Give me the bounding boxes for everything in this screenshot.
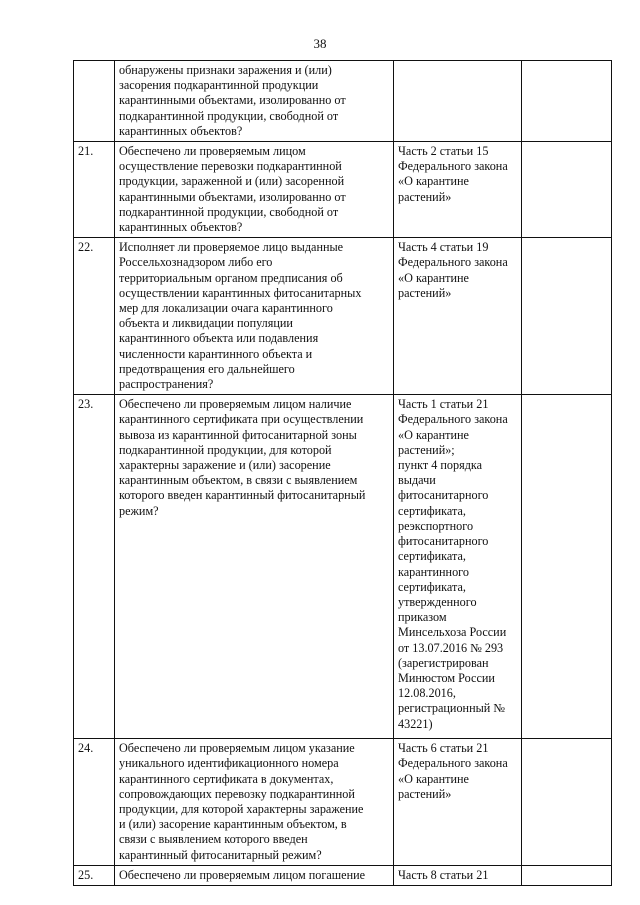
table-row: [74, 61, 612, 142]
reference-line: растений»: [398, 285, 452, 300]
reference-line: (зарегистрирован: [398, 655, 489, 670]
reference-line: пункт 4 порядка: [398, 458, 483, 473]
reference-line: сертификата,: [398, 549, 466, 564]
reference-cell: [394, 238, 522, 395]
question-line: продукции, для которой характерны заражение: [119, 802, 364, 817]
reference-line: фитосанитарного: [398, 534, 489, 549]
reference-cell: [394, 395, 522, 739]
reference-line: растений»;: [398, 442, 455, 457]
reference-line: приказом: [398, 610, 447, 625]
reference-line: Часть 8 статьи 21: [398, 867, 489, 882]
reference-line: регистрационный №: [398, 701, 505, 716]
reference-line: выдачи: [398, 473, 436, 488]
question-line: Обеспечено ли проверяемым лицом указание: [119, 741, 355, 756]
reference-line: сертификата,: [398, 503, 466, 518]
reference-cell: [394, 739, 522, 866]
row-number: 24.: [74, 739, 115, 866]
answer-cell: [522, 395, 612, 739]
reference-cell: [394, 61, 522, 142]
question-line: подкарантинной продукции, свободной от: [119, 204, 339, 219]
question-cell: [115, 238, 394, 395]
question-line: подкарантинной продукции, для которой: [119, 442, 332, 457]
question-line: осуществление перевозки подкарантинной: [119, 159, 342, 174]
question-line: карантинных объектов?: [119, 123, 243, 138]
row-number: 21.: [74, 142, 115, 238]
question-line: карантинными объектами, изолированно от: [119, 93, 346, 108]
reference-line: Часть 6 статьи 21: [398, 741, 489, 756]
question-line: Обеспечено ли проверяемым лицом наличие: [119, 397, 352, 412]
reference-line: утвержденного: [398, 594, 477, 609]
question-line: характерны заражение и (или) засорение: [119, 458, 331, 473]
answer-cell: [522, 142, 612, 238]
table-row: [74, 395, 612, 739]
question-line: Обеспечено ли проверяемым лицом погашение: [119, 867, 366, 882]
reference-cell: [394, 142, 522, 238]
question-line: предотвращения его дальнейшего: [119, 361, 295, 376]
reference-line: Минсельхоза России: [398, 625, 507, 640]
reference-line: сертификата,: [398, 579, 466, 594]
question-line: осуществлении карантинных фитосанитарных: [119, 285, 362, 300]
table-row: [74, 142, 612, 238]
reference-line: реэкспортного: [398, 518, 474, 533]
reference-line: Федерального закона: [398, 412, 508, 427]
reference-line: Федерального закона: [398, 159, 508, 174]
table-row: [74, 739, 612, 866]
reference-line: Федерального закона: [398, 255, 508, 270]
question-line: и (или) засорение карантинным объектом, в: [119, 817, 347, 832]
page-number: 38: [313, 36, 327, 51]
reference-line: «О карантине: [398, 771, 469, 786]
row-number: [74, 61, 115, 142]
question-line: территориальным органом предписания об: [119, 270, 343, 285]
question-line: режим?: [119, 503, 159, 518]
table-row: [74, 865, 612, 885]
question-cell: [115, 739, 394, 866]
question-cell: [115, 395, 394, 739]
question-line: засорения подкарантинной продукции: [119, 78, 319, 93]
question-line: численности карантинного объекта и: [119, 346, 313, 361]
reference-line: Часть 1 статьи 21: [398, 397, 489, 412]
answer-cell: [522, 865, 612, 885]
question-line: подкарантинной продукции, свободной от: [119, 108, 339, 123]
question-line: уникального идентификационного номера: [119, 756, 339, 771]
question-line: Обеспечено ли проверяемым лицом: [119, 144, 306, 159]
question-line: связи с выявлением которого введен: [119, 832, 308, 847]
reference-line: карантинного: [398, 564, 469, 579]
answer-cell: [522, 739, 612, 866]
reference-line: Часть 4 статьи 19: [398, 240, 489, 255]
question-line: сопровождающих перевозку подкарантинной: [119, 786, 355, 801]
question-line: вывоза из карантинной фитосанитарной зоны: [119, 427, 357, 442]
table-row: [74, 238, 612, 395]
question-line: карантинного объекта или подавления: [119, 331, 319, 346]
reference-line: 12.08.2016,: [398, 686, 456, 701]
reference-line: 43221): [398, 716, 433, 731]
question-cell: [115, 142, 394, 238]
question-line: карантинных объектов?: [119, 220, 243, 235]
row-number: 22.: [74, 238, 115, 395]
question-line: распространения?: [119, 377, 214, 392]
reference-line: «О карантине: [398, 270, 469, 285]
question-line: карантинным объектом, в связи с выявлением: [119, 473, 358, 488]
question-line: карантинный фитосанитарный режим?: [119, 847, 322, 862]
checklist-table: [73, 60, 612, 886]
question-cell: [115, 61, 394, 142]
question-line: мер для локализации очага карантинного: [119, 301, 333, 316]
reference-line: Минюстом России: [398, 670, 495, 685]
question-line: карантинного сертификата в документах,: [119, 771, 334, 786]
question-cell: [115, 865, 394, 885]
reference-line: «О карантине: [398, 427, 469, 442]
reference-cell: [394, 865, 522, 885]
answer-cell: [522, 61, 612, 142]
question-line: обнаружены признаки заражения и (или): [119, 63, 332, 77]
answer-cell: [522, 238, 612, 395]
reference-line: растений»: [398, 786, 452, 801]
reference-line: Федерального закона: [398, 756, 508, 771]
row-number: 23.: [74, 395, 115, 739]
reference-line: «О карантине: [398, 174, 469, 189]
reference-line: от 13.07.2016 № 293: [398, 640, 504, 655]
question-line: продукции, зараженной и (или) засоренной: [119, 174, 345, 189]
question-line: объекта и ликвидации популяции: [119, 316, 293, 331]
reference-line: растений»: [398, 189, 452, 204]
question-line: карантинными объектами, изолированно от: [119, 189, 346, 204]
reference-line: фитосанитарного: [398, 488, 489, 503]
question-line: Россельхознадзором либо его: [119, 255, 273, 270]
question-line: которого введен карантинный фитосанитарный: [119, 488, 366, 503]
reference-line: Часть 2 статьи 15: [398, 144, 489, 159]
row-number: 25.: [74, 865, 115, 885]
checklist-table-body: [74, 61, 612, 886]
question-line: карантинного сертификата при осуществлении: [119, 412, 364, 427]
question-line: Исполняет ли проверяемое лицо выданные: [119, 240, 344, 255]
